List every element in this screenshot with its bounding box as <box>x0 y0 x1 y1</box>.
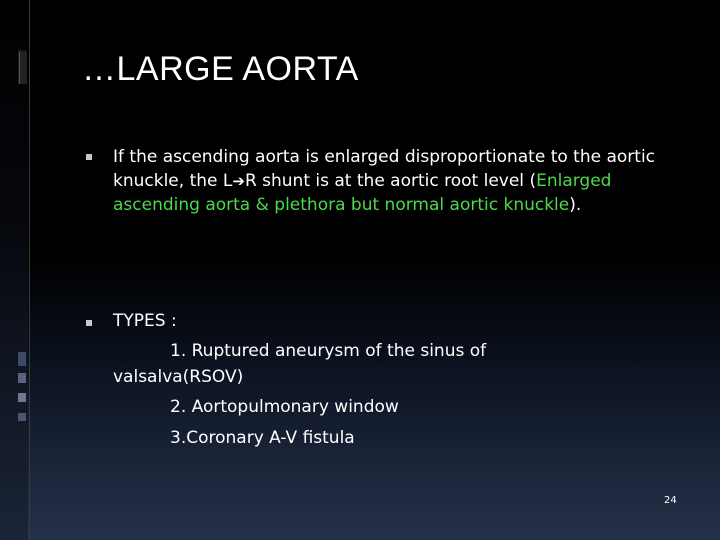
types-heading: TYPES : <box>113 311 177 331</box>
decor-bar <box>18 393 26 402</box>
right-arrow-icon: ➔ <box>232 172 245 190</box>
bullet-square-icon <box>86 154 92 160</box>
edge-divider <box>29 0 30 540</box>
decor-bar <box>18 413 26 421</box>
bullet-paragraph-1 <box>113 145 693 217</box>
type-item-1-line2: valsalva(RSOV) <box>113 367 244 387</box>
bullet-square-icon <box>86 320 92 326</box>
bullet1-text-c: ). <box>569 195 582 215</box>
bullet1-highlight: Enlarged ascending aorta & plethora but normal aortic knuckle <box>113 171 612 215</box>
slide-title: …LARGE AORTA <box>82 50 359 88</box>
page-number: 24 <box>664 495 677 506</box>
bullet1-text-b: R shunt is at the aortic root level ( <box>244 171 537 191</box>
type-item-1-line1: 1. Ruptured aneurysm of the sinus of <box>170 341 487 361</box>
decor-bar <box>18 373 26 383</box>
bullet1-text-a: If the ascending aorta is enlarged disproportionate to the aortic knuckle, the L <box>113 147 656 191</box>
title-marker-accent <box>19 52 27 84</box>
type-item-2: 2. Aortopulmonary window <box>170 397 399 417</box>
type-item-3: 3.Coronary A-V fistula <box>170 428 355 448</box>
decor-bar <box>18 352 26 366</box>
